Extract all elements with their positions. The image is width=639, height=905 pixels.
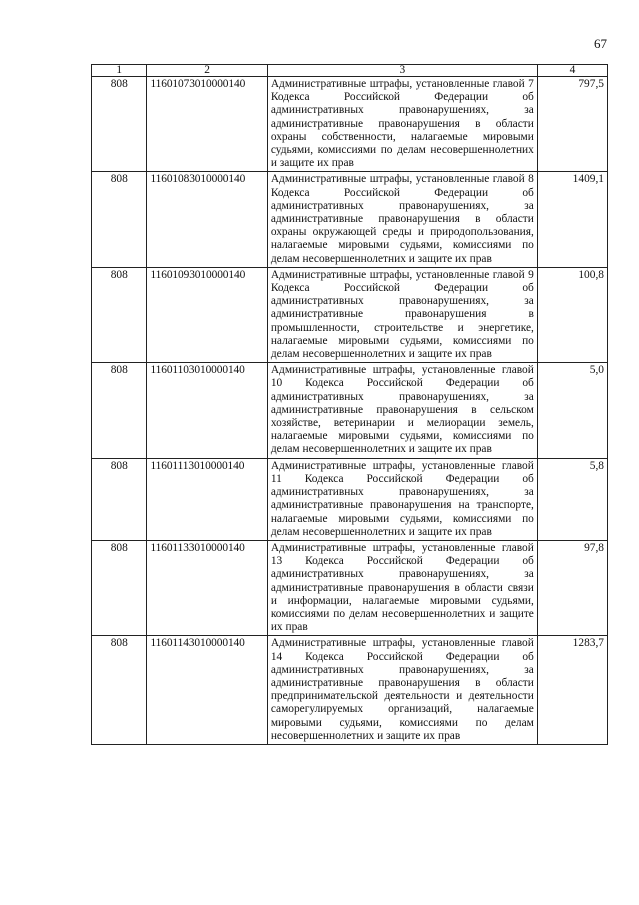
kbk-code-cell: 11601133010000140 (147, 540, 267, 635)
table-row (92, 458, 608, 540)
description-cell: Административные штрафы, установленные главой 13 Кодекса Российской Федерации об административных правонарушениях, за административные правонарушения в области связи и информации, налагаемые мировыми судьями, комиссиями по делам несовершеннолетних и защите их прав (267, 540, 537, 635)
page-number: 67 (594, 36, 607, 51)
description-cell: Административные штрафы, установленные главой 14 Кодекса Российской Федерации об административных правонарушениях, за административные правонарушения в области предпринимательской деятельности и деятельности саморегулируемых организаций, налагаемые мировыми судьями, комиссиями по делам несовершеннолетних и защите их прав (267, 636, 537, 745)
revenue-table (91, 64, 608, 745)
amount-cell: 797,5 (537, 77, 607, 172)
table-row (92, 77, 608, 172)
kbk-code-cell: 11601083010000140 (147, 172, 267, 267)
amount-cell: 1409,1 (537, 172, 607, 267)
kbk-code-cell: 11601103010000140 (147, 363, 267, 458)
column-header-4: 4 (537, 65, 607, 77)
column-header-3: 3 (267, 65, 537, 77)
kbk-code-cell: 11601113010000140 (147, 458, 267, 540)
header-row (92, 65, 608, 77)
column-header-2: 2 (147, 65, 267, 77)
table-row (92, 267, 608, 362)
table-row (92, 540, 608, 635)
amount-cell: 100,8 (537, 267, 607, 362)
admin-code-cell: 808 (92, 172, 147, 267)
kbk-code-cell: 11601093010000140 (147, 267, 267, 362)
admin-code-cell: 808 (92, 540, 147, 635)
amount-cell: 5,8 (537, 458, 607, 540)
admin-code-cell: 808 (92, 636, 147, 745)
description-cell: Административные штрафы, установленные главой 11 Кодекса Российской Федерации об административных правонарушениях, за административные правонарушения на транспорте, налагаемые мировыми судьями, комиссиями по делам несовершеннолетних и защите их прав (267, 458, 537, 540)
column-header-1: 1 (92, 65, 147, 77)
table-row (92, 363, 608, 458)
admin-code-cell: 808 (92, 458, 147, 540)
kbk-code-cell: 11601073010000140 (147, 77, 267, 172)
description-cell: Административные штрафы, установленные главой 10 Кодекса Российской Федерации об административных правонарушениях, за административные правонарушения в сельском хозяйстве, ветеринарии и мелиорации земель, налагаемые мировыми судьями, комиссиями по делам несовершеннолетних и защите их прав (267, 363, 537, 458)
admin-code-cell: 808 (92, 363, 147, 458)
table-row (92, 636, 608, 745)
table-row (92, 172, 608, 267)
description-cell: Административные штрафы, установленные главой 8 Кодекса Российской Федерации об административных правонарушениях, за административные правонарушения в области охраны окружающей среды и природопользования, налагаемые мировыми судьями, комиссиями по делам несовершеннолетних и защите их прав (267, 172, 537, 267)
amount-cell: 5,0 (537, 363, 607, 458)
admin-code-cell: 808 (92, 267, 147, 362)
description-cell: Административные штрафы, установленные главой 7 Кодекса Российской Федерации об административных правонарушениях, за административные правонарушения в области охраны собственности, налагаемые мировыми судьями, комиссиями по делам несовершеннолетних и защите их прав (267, 77, 537, 172)
amount-cell: 1283,7 (537, 636, 607, 745)
amount-cell: 97,8 (537, 540, 607, 635)
description-cell: Административные штрафы, установленные главой 9 Кодекса Российской Федерации об административных правонарушениях, за административные правонарушения в промышленности, строительстве и энергетике, налагаемые мировыми судьями, комиссиями по делам несовершеннолетних и защите их прав (267, 267, 537, 362)
kbk-code-cell: 11601143010000140 (147, 636, 267, 745)
admin-code-cell: 808 (92, 77, 147, 172)
